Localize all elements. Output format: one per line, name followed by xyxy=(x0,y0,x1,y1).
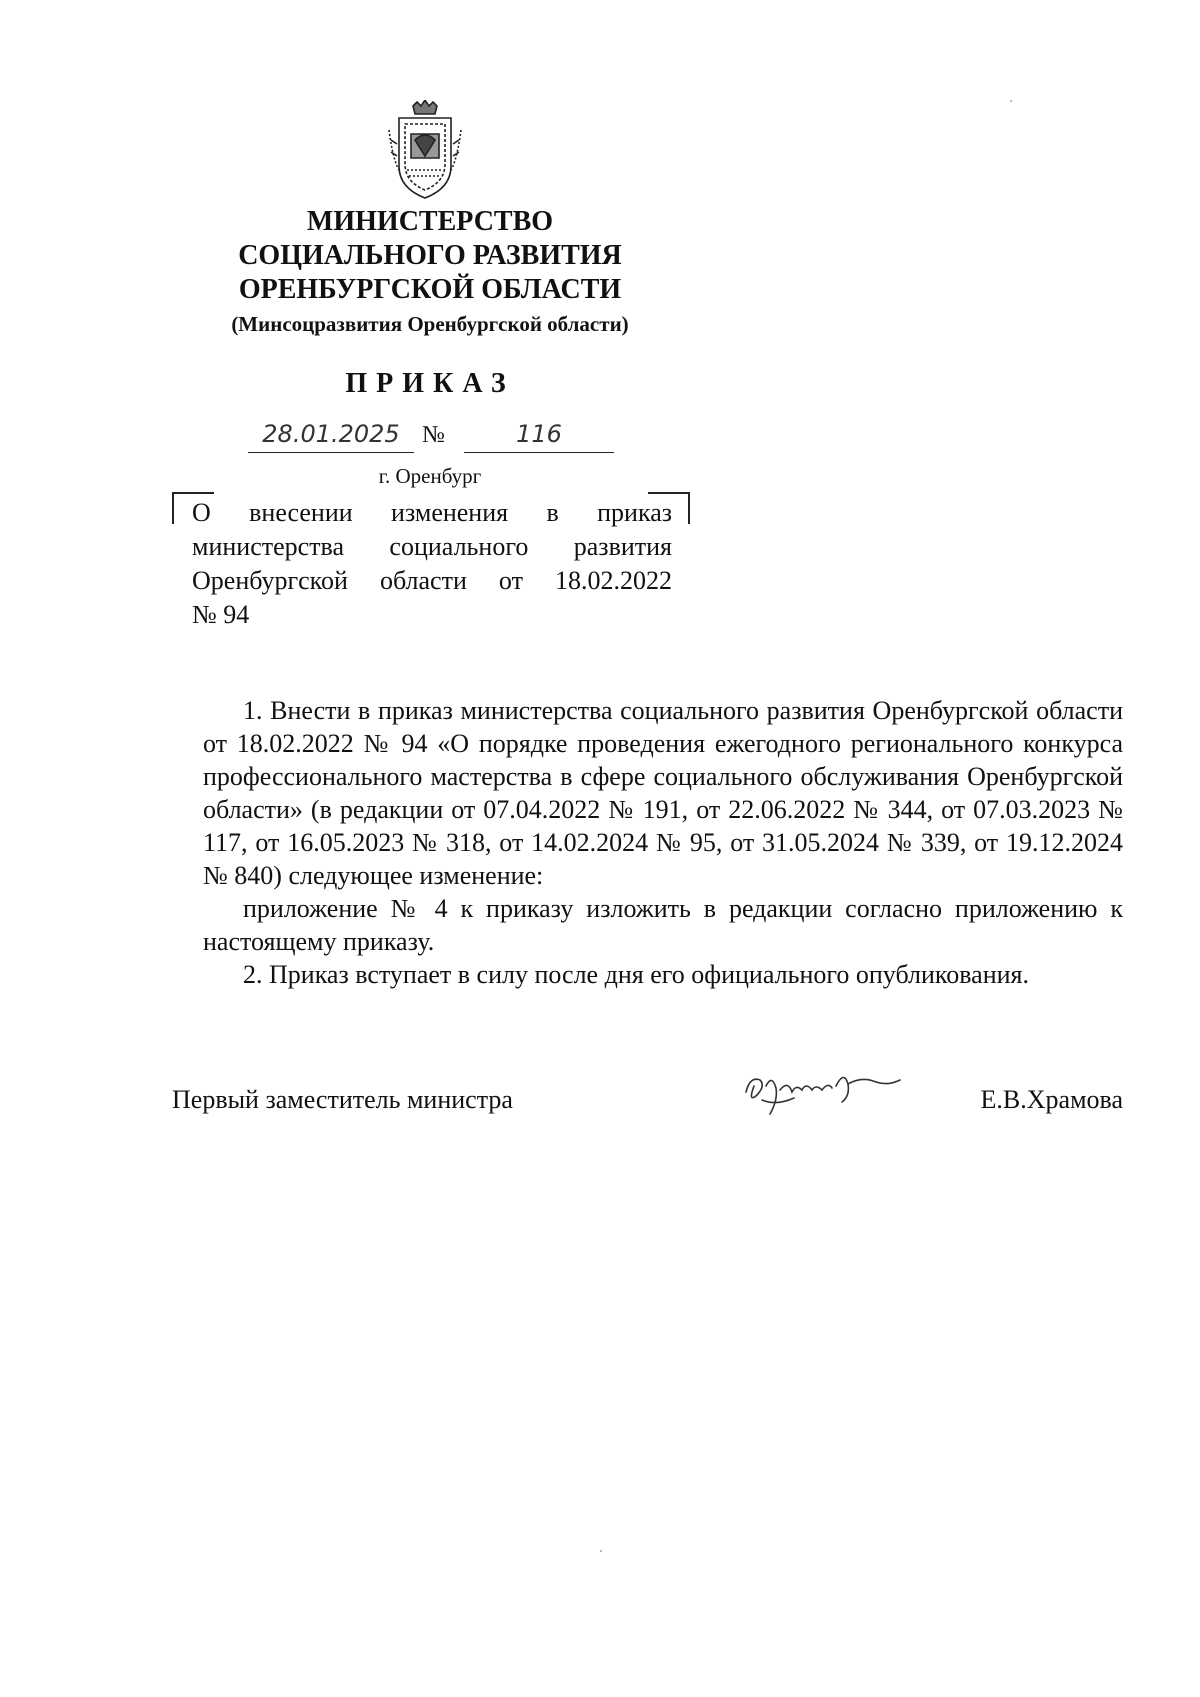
date-underline xyxy=(248,452,414,453)
order-title: ПРИКАЗ xyxy=(345,368,515,399)
signer-name: Е.В.Храмова xyxy=(980,1085,1123,1114)
order-body xyxy=(203,694,1123,991)
ministry-name-line1: МИНИСТЕРСТВО xyxy=(306,206,554,237)
body-paragraph-3: 2. Приказ вступает в силу после дня его официального опубликования. xyxy=(243,960,1029,989)
ministry-name-line2: СОЦИАЛЬНОГО РАЗВИТИЯ xyxy=(238,240,622,271)
body-paragraph-1: 1. Внести в приказ министерства социального развития Оренбургской области от 18.02.2022 № 94 «О порядке проведения ежегодного регионального конкурса профессионального мастерства в сфере социального обслуживания Оренбургской области» (в редакции от 07.04.2022 № 191, от 22.06.2022 № 344, от 07.03.2023 № 117, от 16.05.2023 № 318, от 14.02.2024 № 95, от 31.05.2024 № 339, от 19.12.2024 № 840) следующее изменение: xyxy=(203,696,1123,890)
order-subject-tail: № 94 xyxy=(192,600,250,629)
number-underline xyxy=(464,452,614,453)
coat-of-arms-icon xyxy=(385,100,465,202)
ministry-short-name: (Минсоцразвития Оренбургской области) xyxy=(231,312,629,336)
signature-icon xyxy=(736,1056,908,1122)
order-subject: О внесении изменения в приказ министерства социального развития Оренбургской области от 18.02.2022 xyxy=(192,498,672,595)
order-number: 116 xyxy=(516,420,562,448)
scan-speck xyxy=(1010,100,1012,102)
number-sign: № xyxy=(422,422,445,448)
order-date: 28.01.2025 xyxy=(262,420,400,448)
scan-speck xyxy=(600,1550,602,1552)
ministry-name-line3: ОРЕНБУРГСКОЙ ОБЛАСТИ xyxy=(238,274,622,305)
signer-position: Первый заместитель министра xyxy=(172,1085,513,1114)
body-paragraph-2: приложение № 4 к приказу изложить в редакции согласно приложению к настоящему приказу. xyxy=(203,894,1123,956)
order-city: г. Оренбург xyxy=(378,464,482,488)
